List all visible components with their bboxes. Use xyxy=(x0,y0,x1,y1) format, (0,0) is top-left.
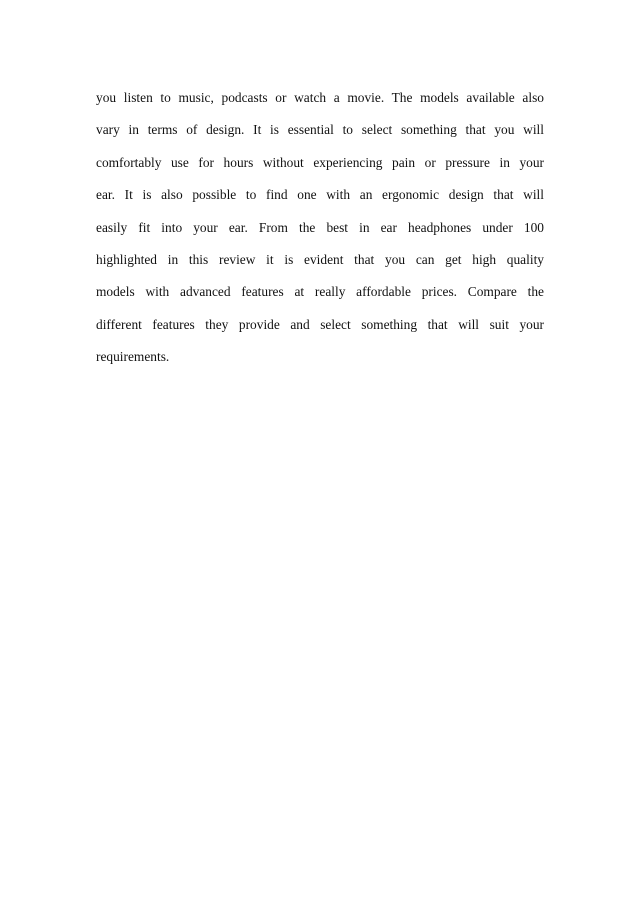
paragraph-line: vary in terms of design. It is essential to select something that you will xyxy=(96,122,544,138)
paragraph-line: easily fit into your ear. From the best in ear headphones under 100 xyxy=(96,219,544,235)
paragraph-line: ear. It is also possible to find one with an ergonomic design that will xyxy=(96,187,544,203)
paragraph-line: requirements. xyxy=(96,349,170,365)
paragraph-line: models with advanced features at really affordable prices. Compare the xyxy=(96,284,544,300)
body-paragraph xyxy=(96,82,544,374)
paragraph-line: comfortably use for hours without experiencing pain or pressure in your xyxy=(96,154,544,170)
paragraph-line: different features they provide and select something that will suit your xyxy=(96,316,544,332)
paragraph-line: highlighted in this review it is evident that you can get high quality xyxy=(96,252,544,268)
paragraph-line: you listen to music, podcasts or watch a movie. The models available also xyxy=(96,90,544,105)
